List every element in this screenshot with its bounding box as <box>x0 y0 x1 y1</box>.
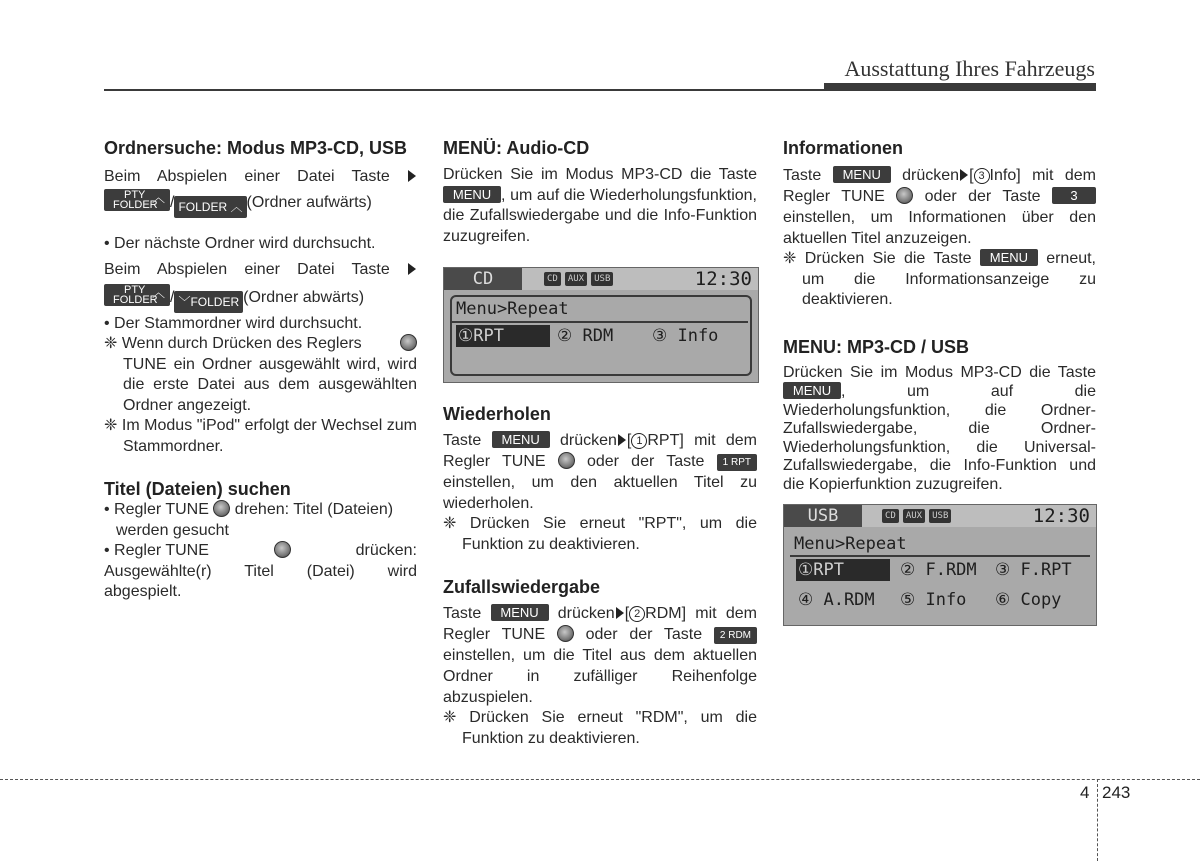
section-title-information: Informationen <box>783 138 903 158</box>
paragraph-menu-audio-cd: Drücken Sie im Modus MP3-CD die Taste MENU , um auf die Wiederholungsfunktion, die Zufallswiedergabe und die Info-Funktion zuzugreifen. <box>443 166 757 245</box>
aux-indicator: AUX <box>903 509 925 523</box>
display-mode-label: USB <box>784 505 862 527</box>
paragraph-folder-down-keys: PTY FOLDER ︿ / ﹀FOLDER (Ordner abwärts) <box>104 284 417 313</box>
section-title-folder-search: Ordnersuche: Modus MP3-CD, USB <box>104 138 408 158</box>
paragraph-information: Taste MENU drücken [ 3 Info] mit dem Regler TUNE oder der Taste 3 einstellen, um Informationen über den aktuellen Titel anzuzeigen. <box>783 167 1096 247</box>
note-repeat-off: ❈ Drücken Sie erneut "RPT", um die Funktion zu deaktivieren. <box>443 515 757 553</box>
info-key: 3 <box>1052 187 1096 204</box>
page-number: 243 <box>1102 783 1131 802</box>
paragraph-folder-up-keys: PTY FOLDER ︿ / FOLDER ︿ (Ordner aufwärts) <box>104 189 417 218</box>
paragraph-folder-up: Beim Abspielen einer Datei Taste <box>104 167 417 188</box>
tune-knob-icon <box>213 500 230 517</box>
chevron-up-icon: ︿ <box>151 189 165 205</box>
section-title-menu-mp3-usb: MENU: MP3-CD / USB <box>783 336 970 357</box>
pty-folder-down-key: PTY FOLDER ︿ <box>104 284 170 306</box>
column-right <box>783 138 1096 610</box>
tune-knob-icon <box>557 625 574 642</box>
bullet-next-folder: • Der nächste Ordner wird durchsucht. <box>104 234 376 252</box>
display-clock: 12:30 <box>1032 505 1090 527</box>
column-left <box>104 138 417 603</box>
display-breadcrumb: Menu>Repeat <box>794 534 907 554</box>
menu-key: MENU <box>443 186 501 203</box>
menu-key: MENU <box>783 382 841 399</box>
chapter-number: 4 <box>1080 783 1090 802</box>
rpt-key: 1 RPT <box>717 454 757 471</box>
bullet-root-folder: • Der Stammordner wird durchsucht. <box>104 314 363 332</box>
chevron-up-icon: ︿ <box>151 284 165 300</box>
menu-key: MENU <box>980 249 1038 266</box>
display-clock: 12:30 <box>694 268 752 290</box>
menu-key: MENU <box>492 431 550 448</box>
chevron-down-icon: ﹀ <box>178 294 191 309</box>
footer-rule <box>0 779 1200 780</box>
footer-divider <box>1097 779 1098 861</box>
rdm-key: 2 RDM <box>714 627 757 644</box>
aux-indicator: AUX <box>565 272 587 286</box>
bullet-turn-tune: • Regler TUNE drehen: Titel (Dateien) werden gesucht <box>104 501 394 539</box>
menu-key: MENU <box>833 166 891 183</box>
paragraph-folder-down: Beim Abspielen einer Datei Taste <box>104 260 417 281</box>
circled-two-icon: 2 <box>629 606 645 622</box>
chevron-up-icon: ︿ <box>230 199 243 214</box>
tune-knob-icon <box>274 541 291 558</box>
circled-one-icon: 1 <box>631 433 647 449</box>
menu-key: MENU <box>491 604 549 621</box>
paragraph-repeat: Taste MENU drücken [ 1 RPT] mit dem Regler TUNE oder der Taste 1 RPT einstellen, um den aktuellen Titel zu wiederholen. <box>443 432 757 512</box>
usb-indicator: USB <box>591 272 613 286</box>
arrow-right-icon <box>960 169 968 181</box>
folder-down-key: ﹀FOLDER <box>174 291 243 313</box>
arrow-right-icon <box>616 607 624 619</box>
header-rule <box>104 89 1096 91</box>
folder-up-key: FOLDER ︿ <box>174 196 246 218</box>
option-info: ③ Info <box>652 326 719 346</box>
usb-indicator: USB <box>929 509 951 523</box>
option-folder-rdm: ② F.RDM <box>900 560 977 580</box>
option-all-rdm: ④ A.RDM <box>798 590 875 610</box>
option-info: ⑤ Info <box>900 590 967 610</box>
display-mode-label: CD <box>444 268 522 290</box>
cd-indicator: CD <box>882 509 899 523</box>
section-title-track-search: Titel (Dateien) suchen <box>104 479 291 499</box>
paragraph-menu-mp3-usb: Drücken Sie im Modus MP3-CD die Taste MENU , um auf die Wiederholungsfunktion, die Ordner-Zufallswiedergabe, die Ordner-Wiederholungsfunktion, die Universal-Zufallswiedergabe, die Info-Funktion und die Kopierfunktion zuzugreifen. <box>783 363 1096 494</box>
usb-menu-display <box>783 504 1097 626</box>
option-rpt-selected: ①RPT <box>456 325 550 347</box>
section-title-shuffle: Zufallswiedergabe <box>443 577 601 597</box>
option-folder-rpt: ③ F.RPT <box>995 560 1072 580</box>
note-shuffle-off: ❈ Drücken Sie erneut "RDM", um die Funktion zu deaktivieren. <box>443 709 757 747</box>
cd-indicator: CD <box>544 272 561 286</box>
arrow-right-icon <box>618 434 626 446</box>
option-copy: ⑥ Copy <box>995 590 1062 610</box>
tune-knob-icon <box>558 452 575 469</box>
circled-three-icon: 3 <box>974 168 990 184</box>
bullet-press-tune: • Regler TUNE drücken: Ausgewählte(r) Titel (Datei) wird abgespielt. <box>104 542 417 600</box>
note-ipod: ❈ Im Modus "iPod" erfolgt der Wechsel zum Stammordner. <box>104 417 417 455</box>
arrow-right-icon <box>408 263 416 275</box>
display-breadcrumb: Menu>Repeat <box>456 299 569 319</box>
section-title-menu-audio-cd: MENÜ: Audio-CD <box>443 138 590 158</box>
section-title-repeat: Wiederholen <box>443 404 551 424</box>
tune-knob-icon <box>400 334 417 351</box>
option-rpt-selected: ①RPT <box>796 559 890 581</box>
running-header: Ausstattung Ihres Fahrzeugs <box>844 56 1095 81</box>
note-info-off: ❈ Drücken Sie die Taste MENU erneut, um die Informationsanzeige zu deaktivieren. <box>783 250 1096 308</box>
cd-menu-display <box>443 267 759 383</box>
option-rdm: ② RDM <box>557 326 614 346</box>
arrow-right-icon <box>408 170 416 182</box>
note-tune-folder: ❈ Wenn durch Drücken des Reglers TUNE ein Ordner ausgewählt wird, wird die erste Datei aus dem ausgewählten Ordner angezeigt. <box>104 335 417 414</box>
column-middle <box>443 138 757 747</box>
paragraph-shuffle: Taste MENU drücken [ 2 RDM] mit dem Regler TUNE oder der Taste 2 RDM einstellen, um die Titel aus dem aktuellen Ordner in zufälliger Reihenfolge abzuspielen. <box>443 605 757 706</box>
tune-knob-icon <box>896 187 913 204</box>
pty-folder-up-key: PTY FOLDER ︿ <box>104 189 170 211</box>
